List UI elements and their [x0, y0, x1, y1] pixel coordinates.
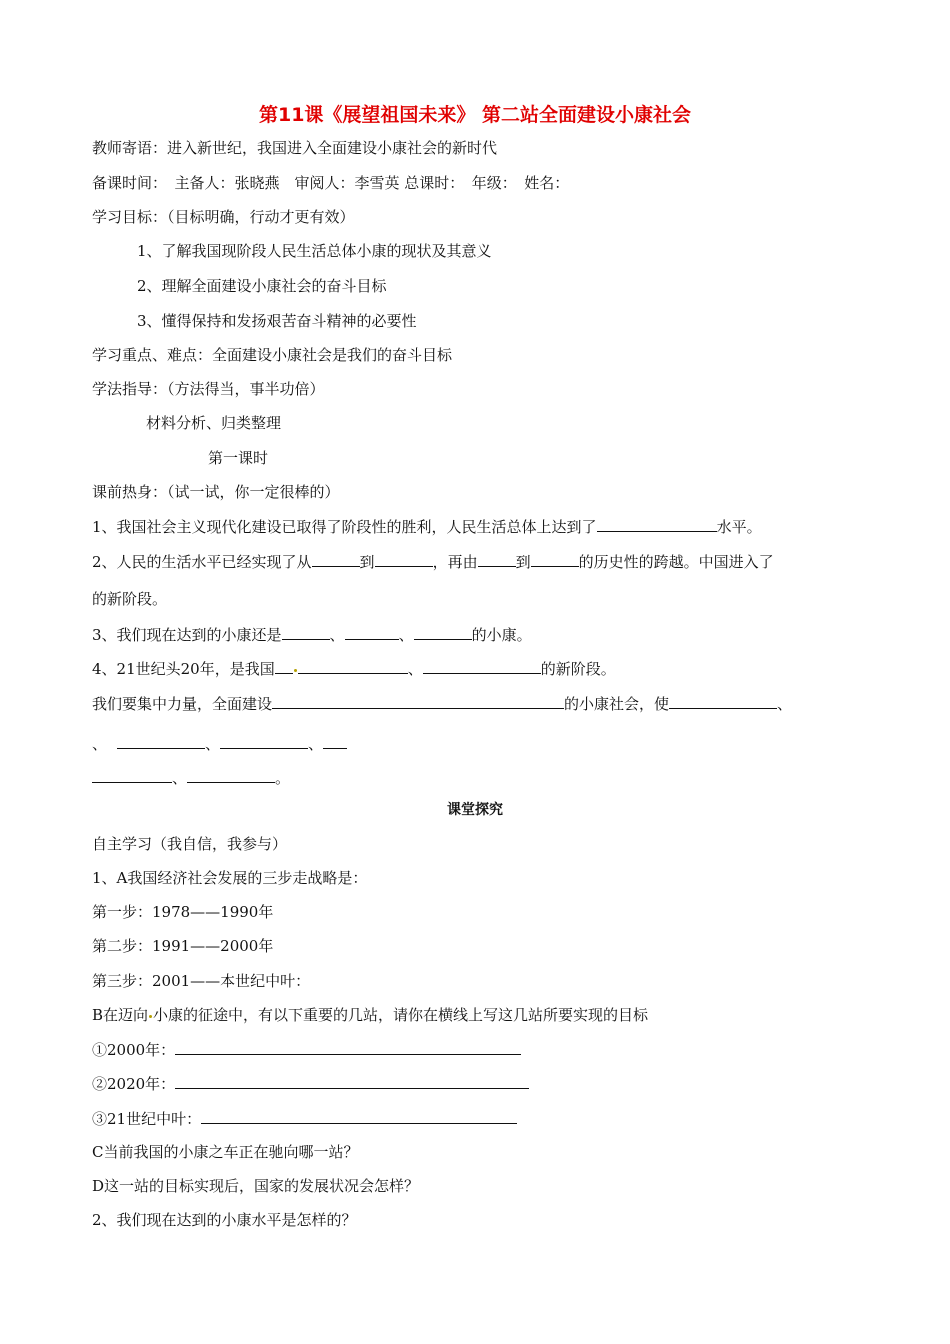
answer-blank[interactable] — [312, 551, 360, 567]
answer-blank[interactable] — [92, 767, 172, 783]
year-label: ②2020年： — [92, 1075, 176, 1093]
inquiry-c: C当前我国的小康之车正在驰向哪一站？ — [92, 1143, 359, 1161]
warmup-q5 — [92, 693, 792, 714]
step-3: 第三步：2001——本世纪中叶： — [92, 972, 311, 990]
goal-item: 3、懂得保持和发扬艰苦奋斗精神的必要性 — [137, 312, 417, 330]
answer-blank[interactable] — [117, 733, 205, 749]
key-points: 学习重点、难点：全面建设小康社会是我们的奋斗目标 — [92, 346, 453, 364]
q1-end: 水平。 — [716, 518, 762, 536]
answer-blank[interactable] — [275, 658, 293, 674]
goal-item: 1、了解我国现阶段人民生活总体小康的现状及其意义 — [137, 242, 492, 260]
q5-text: 我们要集中力量，全面建设 — [92, 695, 273, 713]
q3-end: 的小康。 — [471, 626, 532, 644]
year-label: ③21世纪中叶： — [92, 1110, 202, 1128]
method-text: 材料分析、归类整理 — [146, 414, 282, 432]
step-2: 第二步：1991——2000年 — [92, 937, 274, 955]
warmup-q5-end — [92, 767, 290, 788]
self-study-label: 自主学习（我自信，我参与） — [92, 835, 288, 853]
answer-blank[interactable] — [298, 658, 408, 674]
separator: 、 — [329, 626, 345, 644]
goal-2020 — [92, 1073, 529, 1094]
warmup-q3 — [92, 624, 532, 645]
period-label: 第一课时 — [208, 449, 269, 467]
q2-to: 到 — [359, 553, 375, 571]
q3-text: 3、我们现在达到的小康还是 — [92, 626, 282, 644]
answer-blank[interactable] — [272, 693, 564, 709]
goal-2000 — [92, 1039, 521, 1060]
warmup-q4 — [92, 658, 616, 679]
answer-blank[interactable] — [531, 551, 579, 567]
answer-blank[interactable] — [345, 624, 399, 640]
q2-text: 2、人民的生活水平已经实现了从 — [92, 553, 312, 571]
q2-text: 的历史性的跨越。中国进入了 — [578, 553, 774, 571]
goals-label: 学习目标：（目标明确，行动才更有效） — [92, 208, 355, 226]
mark-dot — [294, 669, 297, 672]
answer-blank[interactable] — [414, 624, 472, 640]
answer-blank[interactable] — [282, 624, 330, 640]
inquiry-q1: 1、A我国经济社会发展的三步走战略是： — [92, 869, 368, 887]
warmup-label: 课前热身：（试一试，你一定很棒的） — [92, 483, 340, 501]
method-label: 学法指导：（方法得当，事半功倍） — [92, 380, 325, 398]
period-mark: 。 — [275, 769, 291, 787]
separator: 、 — [205, 735, 221, 753]
q2-text: ，再由 — [432, 553, 478, 571]
answer-blank[interactable] — [323, 733, 347, 749]
separator: 、 — [398, 626, 414, 644]
teacher-message: 教师寄语：进入新世纪，我国进入全面建设小康社会的新时代 — [92, 139, 498, 157]
page-title: 第11课《展望祖国未来》 第二站全面建设小康社会 — [258, 104, 692, 126]
b-text: B在迈向 — [92, 1006, 149, 1024]
year-label: ①2000年： — [92, 1041, 176, 1059]
prep-info: 备课时间： 主备人：张晓燕 审阅人：李雪英 总课时： 年级： 姓名： — [92, 174, 570, 192]
warmup-q1 — [92, 516, 762, 537]
goal-mid-century — [92, 1108, 517, 1129]
mark-dot — [149, 1015, 152, 1018]
separator: 、 — [308, 735, 324, 753]
answer-blank[interactable] — [187, 767, 275, 783]
inquiry-d: D这一站的目标实现后，国家的发展状况会怎样？ — [92, 1177, 420, 1195]
answer-blank[interactable] — [669, 693, 777, 709]
answer-blank[interactable] — [201, 1108, 517, 1124]
q2-to: 到 — [515, 553, 531, 571]
warmup-q2-cont: 的新阶段。 — [92, 590, 168, 608]
answer-blank[interactable] — [175, 1039, 521, 1055]
answer-blank[interactable] — [423, 658, 541, 674]
answer-blank[interactable] — [375, 551, 433, 567]
separator: 、 — [92, 735, 108, 753]
answer-blank[interactable] — [175, 1073, 529, 1089]
separator: 、 — [172, 769, 188, 787]
answer-blank[interactable] — [478, 551, 516, 567]
answer-blank[interactable] — [597, 516, 717, 532]
separator: 、 — [777, 695, 793, 713]
inquiry-q2: 2、我们现在达到的小康水平是怎样的？ — [92, 1211, 357, 1229]
q4-text: 4、21世纪头20年，是我国 — [92, 660, 275, 678]
section-heading: 课堂探究 — [447, 802, 503, 818]
answer-blank[interactable] — [220, 733, 308, 749]
step-1: 第一步：1978——1990年 — [92, 903, 274, 921]
q1-text: 1、我国社会主义现代化建设已取得了阶段性的胜利，人民生活总体上达到了 — [92, 518, 597, 536]
inquiry-b — [92, 1005, 648, 1025]
q4-end: 的新阶段。 — [540, 660, 616, 678]
b-text: 小康的征途中，有以下重要的几站，请你在横线上写这几站所要实现的目标 — [153, 1006, 649, 1024]
warmup-q2 — [92, 551, 774, 572]
q5-text: 的小康社会，使 — [564, 695, 670, 713]
warmup-q5-cont — [92, 733, 347, 754]
goal-item: 2、理解全面建设小康社会的奋斗目标 — [137, 277, 387, 295]
separator: 、 — [407, 660, 423, 678]
